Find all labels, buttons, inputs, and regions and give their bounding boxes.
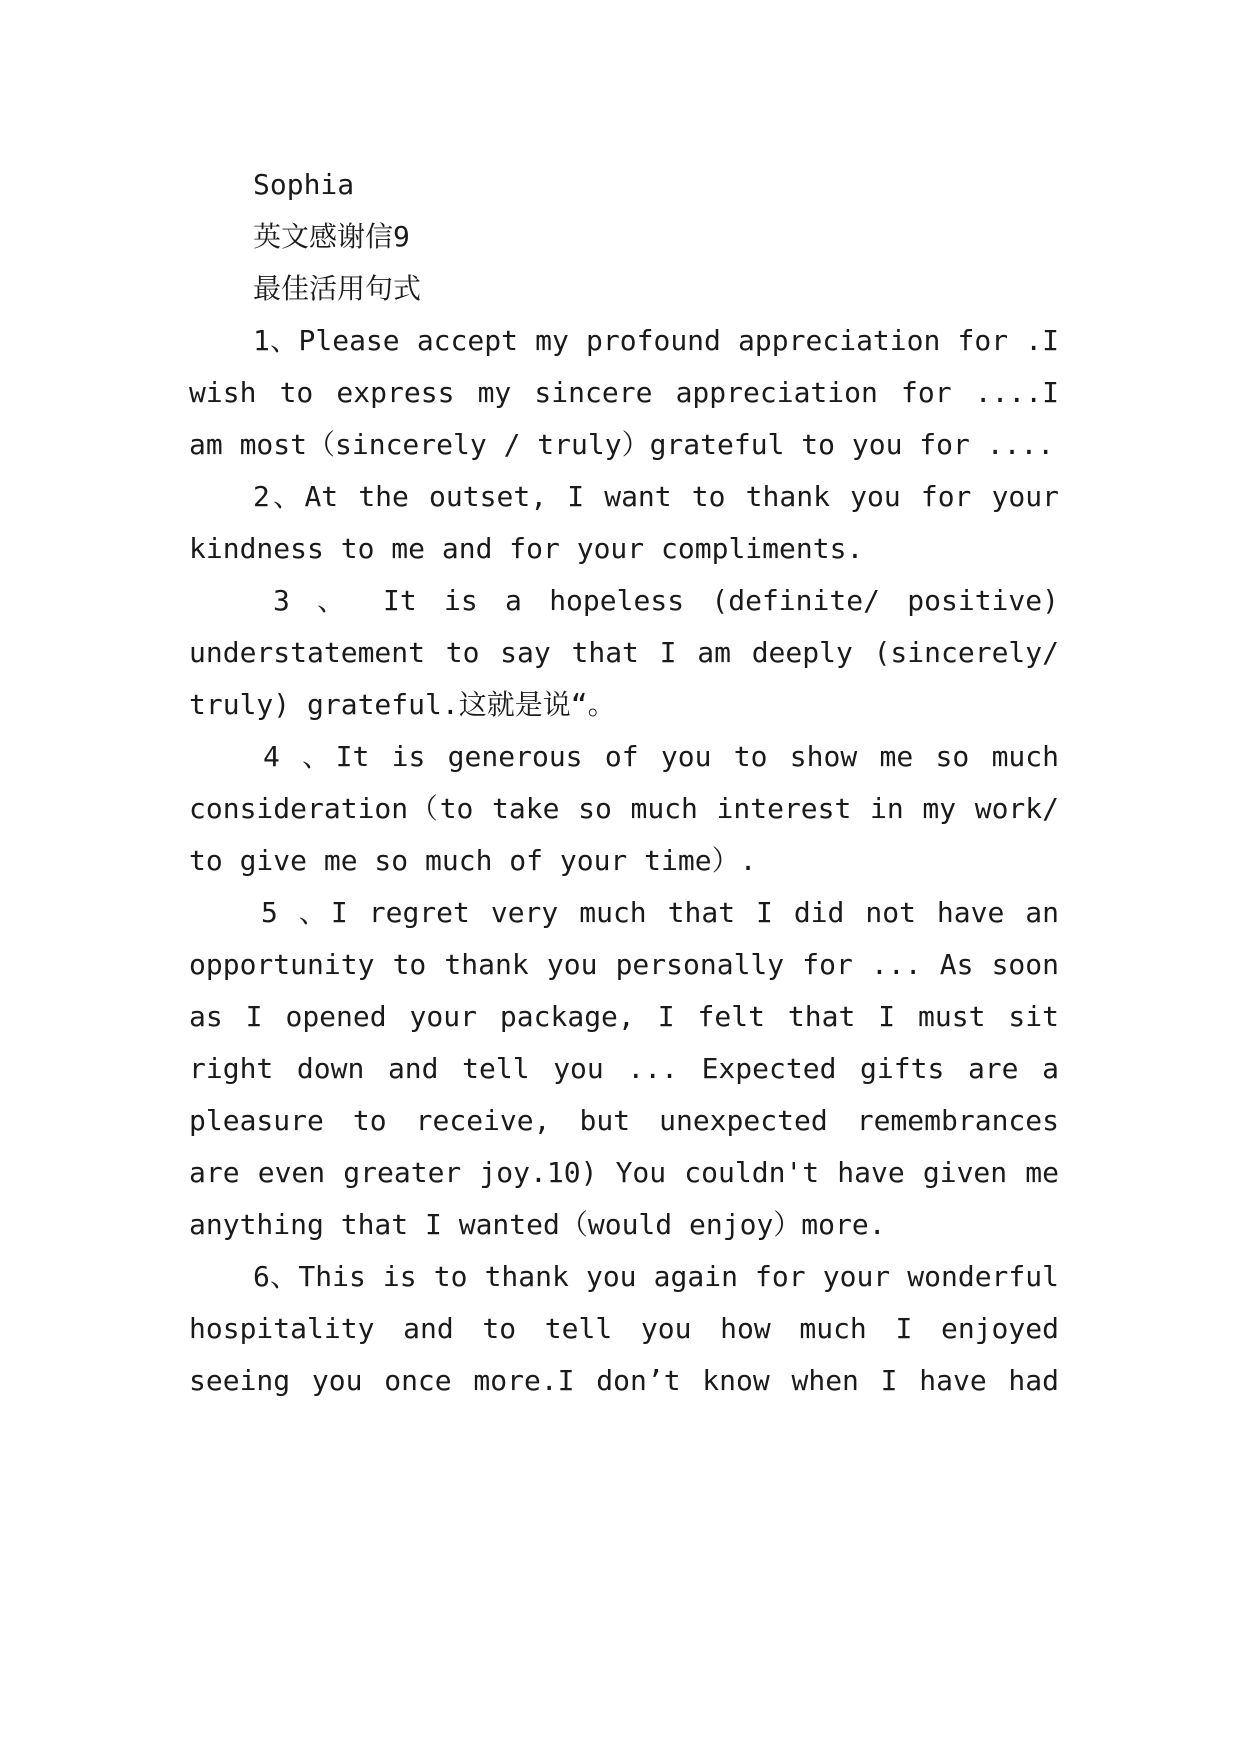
paragraph-line: hospitality and to tell you how much I enjoyed — [189, 1312, 1059, 1345]
paragraph-line: to give me so much of your time）. — [189, 844, 757, 877]
paragraph-line: 5 、I regret very much that I did not have an — [261, 896, 1059, 929]
paragraph-line: wish to express my sincere appreciation for ....I — [189, 376, 1059, 409]
paragraph-line: are even greater joy.10) You couldn't have given me — [189, 1156, 1059, 1189]
paragraph-line: kindness to me and for your compliments. — [189, 532, 864, 565]
paragraph-line: 6、This is to thank you again for your wonderful — [253, 1260, 1059, 1293]
paragraph-line: pleasure to receive, but unexpected remembrances — [189, 1104, 1059, 1137]
paragraph-line: 3 、 It is a hopeless (definite/ positive) — [273, 584, 1059, 617]
paragraph-line: right down and tell you ... Expected gifts are a — [189, 1052, 1059, 1085]
paragraph-line: seeing you once more.I don’t know when I have had — [189, 1364, 1059, 1397]
paragraph-line: 1、Please accept my profound appreciation for .I — [253, 324, 1059, 357]
section-heading: 最佳活用句式 — [253, 272, 422, 305]
signature-line: Sophia — [253, 168, 355, 201]
paragraph-line: consideration（to take so much interest in my work/ — [189, 792, 1059, 825]
paragraph-line: 2、At the outset, I want to thank you for your — [253, 480, 1059, 513]
paragraph-line: opportunity to thank you personally for ... As soon — [189, 948, 1059, 981]
paragraph-line: as I opened your package, I felt that I must sit — [189, 1000, 1059, 1033]
paragraph-line: 4 、It is generous of you to show me so much — [263, 740, 1059, 773]
paragraph-line: truly) grateful.这就是说“。 — [189, 688, 616, 721]
paragraph-line: anything that I wanted（would enjoy）more. — [189, 1208, 886, 1241]
paragraph-line: understatement to say that I am deeply (sincerely/ — [189, 636, 1059, 669]
paragraph-line: am most（sincerely / truly）grateful to you for .... — [189, 428, 1055, 461]
document-title: 英文感谢信9 — [253, 220, 410, 253]
